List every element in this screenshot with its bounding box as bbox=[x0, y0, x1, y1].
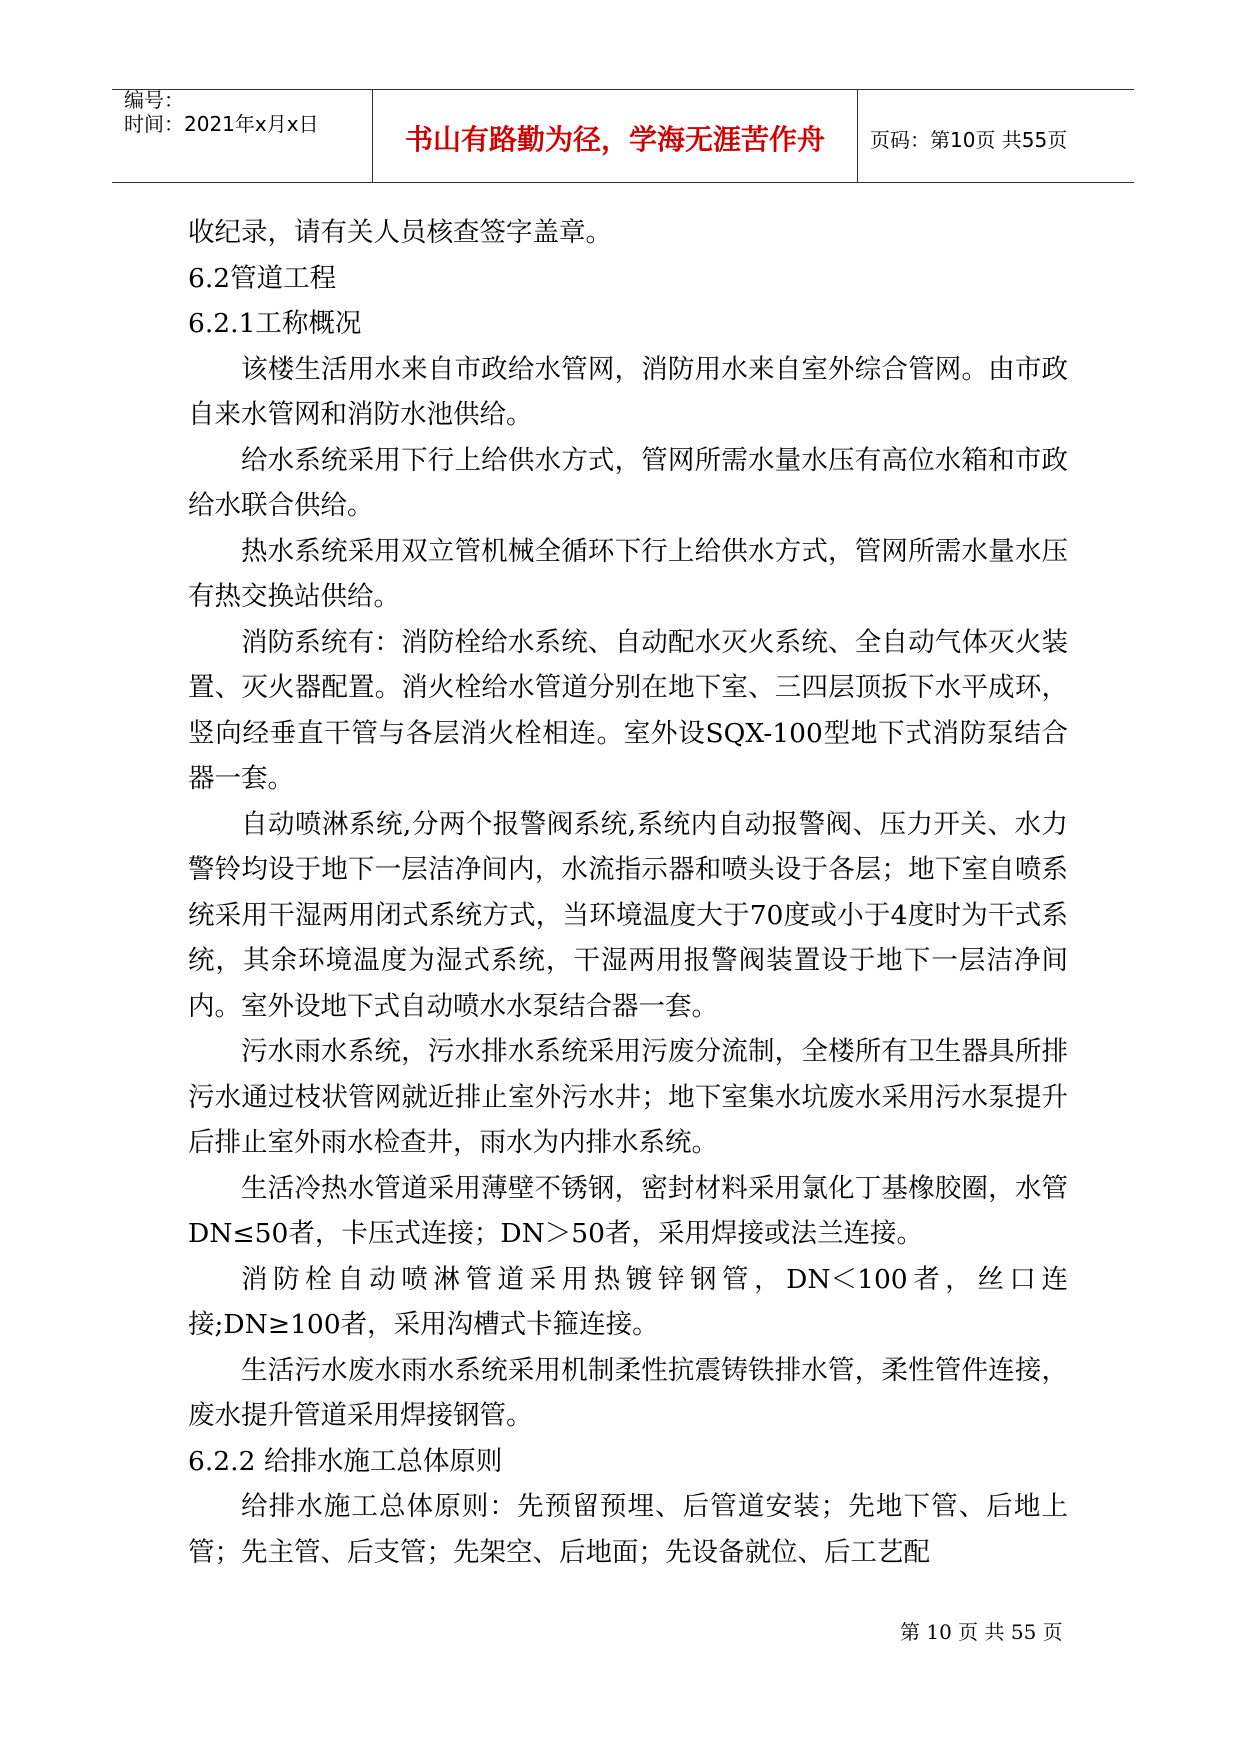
document-body bbox=[188, 210, 1068, 1575]
header-motto-cell bbox=[372, 90, 858, 182]
paragraph: 自动喷淋系统,分两个报警阀系统,系统内自动报警阀、压力开关、水力警铃均设于地下一层洁净间内，水流指示器和喷头设于各层；地下室自喷系统采用干湿两用闭式系统方式，当环境温度大于70度或小于4度时为干式系统，其余环境温度为湿式系统，干湿两用报警阀装置设于地下一层洁净间内。室外设地下式自动喷水水泵结合器一套。 bbox=[188, 808, 1068, 1022]
paragraph: 给排水施工总体原则：先预留预埋、后管道安装；先地下管、后地上管；先主管、后支管；先架空、后地面；先设备就位、后工艺配 bbox=[188, 1491, 1068, 1568]
paragraph: 该楼生活用水来自市政给水管网，消防用水来自室外综合管网。由市政自来水管网和消防水池供给。 bbox=[188, 353, 1068, 430]
motto: 书山有路勤为径，学海无涯苦作舟 bbox=[404, 123, 825, 156]
paragraph: 给水系统采用下行上给供水方式，管网所需水量水压有高位水箱和市政给水联合供给。 bbox=[188, 444, 1068, 521]
page-footer: 第 10 页 共 55 页 bbox=[900, 1620, 1063, 1644]
section-heading: 6.2管道工程 bbox=[188, 262, 337, 294]
subsection-heading: 6.2.2 给排水施工总体原则 bbox=[188, 1445, 503, 1477]
header-right-cell bbox=[858, 90, 1134, 182]
subsection-heading: 6.2.1工称概况 bbox=[188, 308, 362, 339]
paragraph: 收纪录，请有关人员核查签字盖章。 bbox=[188, 217, 612, 248]
paragraph: 生活污水废水雨水系统采用机制柔性抗震铸铁排水管，柔性管件连接，废水提升管道采用焊接钢管。 bbox=[188, 1354, 1068, 1431]
paragraph: 消防系统有：消防栓给水系统、自动配水灭火系统、全自动气体灭火装置、灭火器配置。消火栓给水管道分别在地下室、三四层顶扳下水平成环，竖向经垂直干管与各层消火栓相连。室外设SQX-100型地下式消防泵结合器一套。 bbox=[188, 626, 1068, 794]
paragraph: 生活冷热水管道采用薄壁不锈钢，密封材料采用氯化丁基橡胶圈，水管DN≤50者，卡压式连接；DN＞50者，采用焊接或法兰连接。 bbox=[188, 1172, 1068, 1249]
document-number-label: 编号： bbox=[124, 88, 184, 112]
paragraph: 消防栓自动喷淋管道采用热镀锌钢管，DN＜100者，丝口连接;DN≥100者，采用沟槽式卡箍连接。 bbox=[188, 1263, 1068, 1340]
paragraph: 污水雨水系统，污水排水系统采用污废分流制，全楼所有卫生器具所排污水通过枝状管网就近排止室外污水井；地下室集水坑废水采用污水泵提升后排止室外雨水检查井，雨水为内排水系统。 bbox=[188, 1036, 1068, 1158]
paragraph: 热水系统采用双立管机械全循环下行上给供水方式，管网所需水量水压有热交换站供给。 bbox=[188, 535, 1068, 612]
page-header bbox=[112, 89, 1134, 183]
header-left-cell bbox=[112, 90, 372, 182]
document-date: 时间：2021年x月x日 bbox=[124, 112, 319, 136]
header-page-info: 页码：第10页 共55页 bbox=[870, 128, 1068, 152]
